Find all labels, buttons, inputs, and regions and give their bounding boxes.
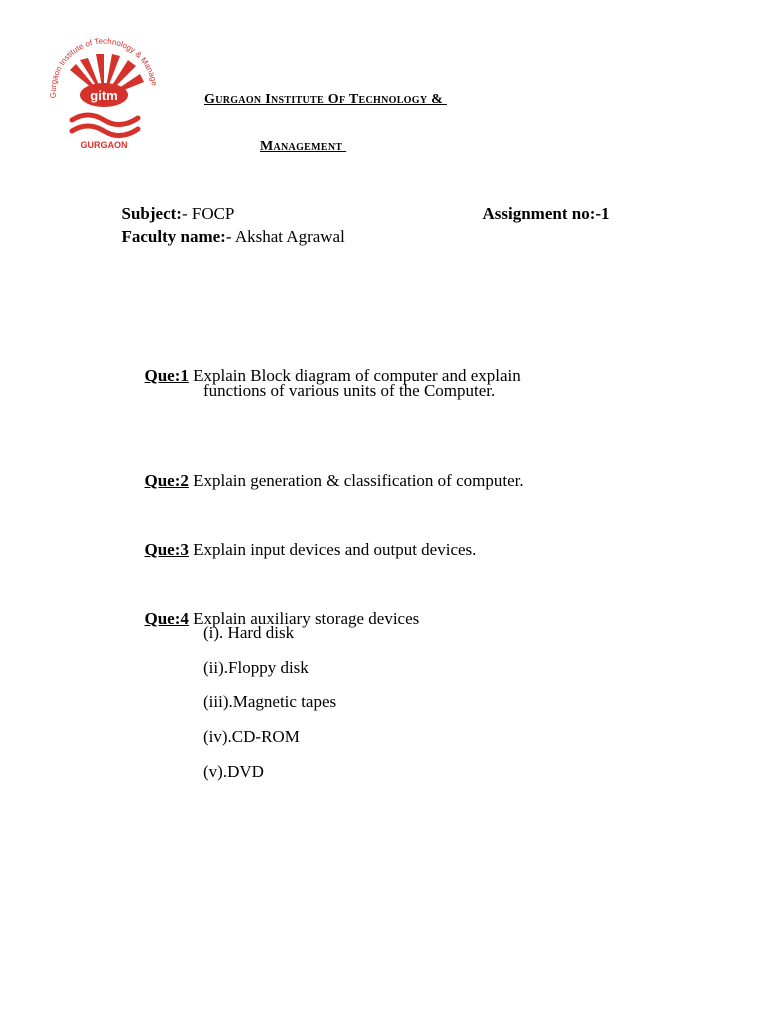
question-label: Que:1: [144, 366, 189, 385]
question-label: Que:3: [144, 540, 189, 559]
logo-badge-text: gitm: [90, 88, 118, 103]
question-text: Explain Block diagram of computer and explain: [188, 366, 521, 385]
faculty-value: - Akshat Agrawal: [225, 227, 345, 246]
question-label: Que:4: [144, 609, 189, 628]
question-4-subitem: (i). Hard disk: [203, 623, 295, 642]
institute-name-line1: Gurgaon Institute Of Technology &: [204, 92, 447, 107]
institute-name-line2: Management: [260, 139, 347, 154]
question-4-subitem: (iii).Magnetic tapes: [203, 692, 337, 711]
faculty-label: Faculty name:: [121, 227, 226, 246]
question-2: [136, 451, 524, 491]
question-1-continuation: functions of various units of the Computer.: [203, 381, 496, 400]
question-4-subitem: (iv).CD-ROM: [203, 727, 300, 746]
logo-city-text: GURGAON: [80, 140, 128, 150]
assignment-line: [474, 184, 610, 224]
question-label: Que:2: [144, 471, 189, 490]
logo-arc-text: Gurgaon Institute of Technology & Manage: [48, 38, 159, 99]
institute-logo: [48, 38, 160, 158]
question-text: Explain generation & classification of computer.: [188, 471, 524, 490]
question-4-subitem: (v).DVD: [203, 762, 264, 781]
subject-label: Subject:: [121, 204, 182, 223]
question-1: [136, 346, 521, 386]
faculty-line: [113, 207, 345, 247]
question-3: [136, 520, 476, 560]
question-text: Explain auxiliary storage devices: [188, 609, 420, 628]
subject-value: - FOCP: [181, 204, 235, 223]
question-4-subitem: (ii).Floppy disk: [203, 658, 309, 677]
assignment-label: Assignment no:: [482, 204, 596, 223]
assignment-value: -1: [595, 204, 610, 223]
question-text: Explain input devices and output devices.: [188, 540, 477, 559]
